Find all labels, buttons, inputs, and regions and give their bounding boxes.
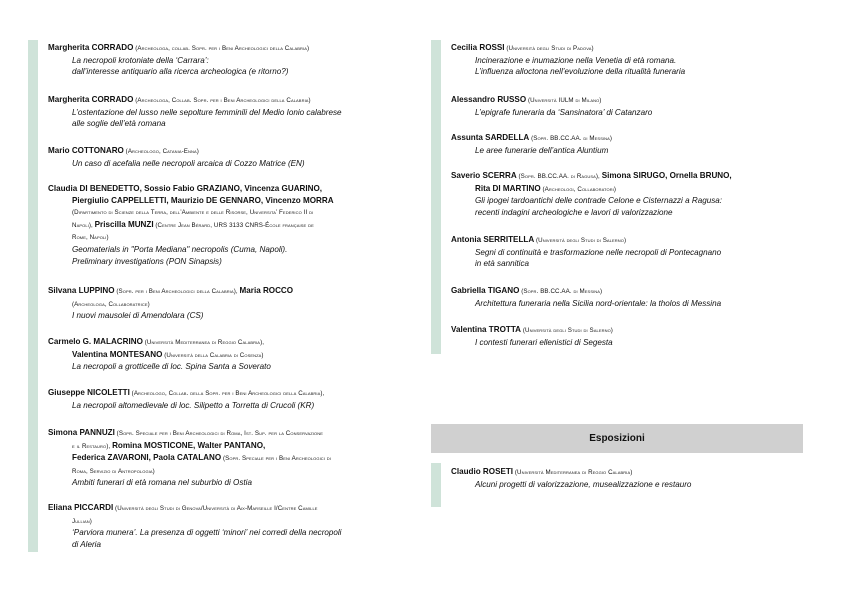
speaker-name: Valentina TROTTA <box>451 325 522 334</box>
talk-title: alle soglie dell’età romana <box>72 119 166 129</box>
entry-line <box>48 440 331 453</box>
program-entry <box>451 324 613 348</box>
entry-line <box>451 466 691 479</box>
talk-title: Un caso di acefalia nelle necropoli arcaica di Cozzo Matrice (EN) <box>72 158 305 168</box>
entry-line <box>451 145 612 157</box>
talk-title: ‘Parviora munera’. La presenza di oggetti ‘minori’ nei corredi della necropoli <box>72 528 342 538</box>
entry-line <box>48 400 324 412</box>
entry-line <box>451 42 685 55</box>
speaker-name: Maria ROCCO <box>239 286 294 295</box>
entry-line <box>48 55 309 67</box>
entry-line <box>48 298 293 311</box>
talk-title: di Aleria <box>72 539 101 549</box>
program-entry <box>48 427 331 489</box>
entry-line <box>48 349 271 362</box>
affiliation: (Sopr. Speciale per i Beni Archeologici di Roma, Ist. Sup. per la Conservazione <box>114 430 323 437</box>
entry-line <box>48 336 271 349</box>
affiliation: Jullian) <box>72 517 92 525</box>
speaker-name: Priscilla MUNZI <box>94 219 154 229</box>
speaker-name: Gabriella TIGANO <box>451 286 520 295</box>
left-accent-bar <box>28 40 38 552</box>
affiliation: (Archeologi, Collaboratori) <box>540 185 617 193</box>
speaker-name: Margherita CORRADO <box>48 95 134 104</box>
entry-line <box>451 195 732 207</box>
affiliation: (Università Mediterranea di Reggio Calabria) <box>513 469 633 476</box>
talk-title: recenti indagini archeologiche e lavori di valorizzazione <box>475 207 673 217</box>
entry-line <box>48 477 331 489</box>
talk-title: Incinerazione e inumazione nella Venetia di età romana. <box>475 55 677 65</box>
speaker-name: Rita DI MARTINO <box>475 183 541 193</box>
entry-line <box>48 527 341 539</box>
affiliation: e il Restauro), <box>72 442 113 450</box>
program-entry <box>48 145 305 169</box>
speaker-name: Assunta SARDELLA <box>451 133 530 142</box>
talk-title: L’ostentazione del lusso nelle sepolture femminili del Medio Ionio calabrese <box>72 107 342 117</box>
entry-line <box>451 479 691 491</box>
entry-line <box>451 337 613 349</box>
speaker-name: Romina MOSTICONE, Walter PANTANO, <box>112 440 266 450</box>
entry-line <box>48 285 293 298</box>
talk-title: I contesti funerari ellenistici di Segesta <box>475 337 613 347</box>
talk-title: Alcuni progetti di valorizzazione, musealizzazione e restauro <box>475 479 692 489</box>
entry-line <box>48 361 271 373</box>
program-entry <box>48 94 342 130</box>
affiliation: (Sopr. BB.CC.AA. di Messina) <box>519 288 603 295</box>
entry-line <box>48 515 341 528</box>
program-entry <box>48 336 271 373</box>
talk-title: L’epigrafe funeraria da ‘Sansinatora’ di Catanzaro <box>475 107 653 117</box>
speaker-name: Eliana PICCARDI <box>48 503 114 512</box>
entry-line <box>48 310 293 322</box>
affiliation: (Centre Jean Bérard, URS 3133 CNRS-École française de <box>153 221 314 229</box>
affiliation: Rome, Napoli) <box>72 234 109 242</box>
entry-line <box>48 465 331 478</box>
entry-line <box>451 285 721 298</box>
speaker-name: Silvana LUPPINO <box>48 286 115 295</box>
affiliation: (Università degli Studi di Salerno) <box>534 237 627 244</box>
speaker-name: Carmelo G. MALACRINO <box>48 337 143 346</box>
program-entry <box>451 94 652 118</box>
affiliation: (Sopr. BB.CC.AA. di Ragusa), <box>516 173 602 180</box>
entry-line <box>48 539 341 551</box>
entry-line <box>48 256 334 268</box>
affiliation: (Università degli Studi di Genova/Università di Aix-Marseille I/Centre Camille <box>113 505 318 512</box>
affiliation: (Università Mediterranea di Reggio Calabria), <box>142 339 265 346</box>
entry-line <box>48 183 334 195</box>
speaker-name: Saverio SCERRA <box>451 171 517 180</box>
entry-line <box>451 55 685 67</box>
talk-title: Ambiti funerari di età romana nel suburbio di Ostia <box>72 478 252 488</box>
affiliation: Roma, Servizio di Antropologia) <box>72 467 155 475</box>
entry-line <box>48 219 334 232</box>
affiliation: (Università degli Studi di Salerno) <box>521 327 613 334</box>
entry-line <box>48 158 305 170</box>
affiliation: Napoli), <box>72 221 95 229</box>
talk-title: Preliminary investigations (PON Sinapsis) <box>72 256 222 266</box>
program-entry <box>451 466 691 490</box>
speaker-name: Simona SIRUGO, Ornella BRUNO, <box>601 171 732 180</box>
talk-title: I nuovi mausolei di Amendolara (CS) <box>72 311 204 321</box>
entry-line <box>48 94 342 107</box>
affiliation: (Università della Calabria di Cosenza) <box>162 351 264 359</box>
entry-line <box>451 298 721 310</box>
speaker-name: Cecilia ROSSI <box>451 43 505 52</box>
entry-line <box>451 234 721 247</box>
speaker-name: Margherita CORRADO <box>48 43 134 52</box>
speaker-name: Piergiulio CAPPELLETTI, Maurizio DE GENNARO, Vincenzo MORRA <box>72 195 334 205</box>
speaker-name: Claudia DI BENEDETTO, Sossio Fabio GRAZIANO, Vincenza GUARINO, <box>48 184 323 193</box>
affiliation: (Archeologa, Collaboratrice) <box>72 300 150 308</box>
speaker-name: Mario COTTONARO <box>48 146 124 155</box>
section-header-esposizioni <box>431 424 803 453</box>
program-entry <box>451 132 612 156</box>
speaker-name: Alessandro RUSSO <box>451 95 527 104</box>
entry-line <box>48 145 305 158</box>
program-entry <box>451 234 721 270</box>
talk-title: Le aree funerarie dell’antica Aluntium <box>475 145 609 155</box>
talk-title: Architettura funeraria nella Sicilia nord-orientale: la tholos di Messina <box>475 298 722 308</box>
affiliation: (Archeologo, Collab. della Sopr. per i Beni Archeologici della Calabria), <box>129 390 325 397</box>
entry-line <box>451 324 613 337</box>
speaker-name: Claudio ROSETI <box>451 467 514 476</box>
exhibit-accent-bar <box>431 463 441 507</box>
program-entry <box>451 42 685 78</box>
talk-title: in età sannitica <box>475 259 529 269</box>
talk-title: Gli ipogei tardoantichi delle contrade Celone e Cisternazzi a Ragusa: <box>475 196 723 206</box>
entry-line <box>451 132 612 145</box>
program-entry <box>48 285 293 322</box>
entry-line <box>48 107 342 119</box>
affiliation: (Archeologa, collab. Sopr. per i Beni Archeologici della Calabria) <box>133 45 310 52</box>
affiliation: (Università degli Studi di Padova) <box>504 45 594 52</box>
affiliation: (Archeologa, Collab. Sopr. per i Beni Archeologici della Calabria) <box>133 97 311 104</box>
entry-line <box>451 207 732 219</box>
entry-line <box>48 42 309 55</box>
talk-title: La necropoli krotoniate della ‘Carrara’: <box>72 55 209 65</box>
entry-line <box>451 258 721 270</box>
affiliation: (Università IULM di Milano) <box>526 97 602 104</box>
talk-title: Geomaterials in "Porta Mediana" necropolis (Cuma, Napoli). <box>72 244 288 254</box>
program-entry <box>48 183 334 267</box>
entry-line <box>48 244 334 256</box>
entry-line <box>48 195 334 207</box>
program-entry <box>451 285 721 309</box>
right-accent-bar <box>431 40 441 354</box>
affiliation: (Sopr. BB.CC.AA. di Messina) <box>529 135 613 142</box>
talk-title: L’influenza alloctona nell’evoluzione della ritualità funeraria <box>475 67 686 77</box>
talk-title: Segni di continuità e trasformazione nelle necropoli di Pontecagnano <box>475 247 722 257</box>
affiliation: (Sopr. Speciale per i Beni Archeologici di <box>221 455 332 463</box>
entry-line <box>48 206 334 219</box>
entry-line <box>451 170 732 183</box>
entry-line <box>48 118 342 130</box>
talk-title: dall’interesse antiquario alla ricerca archeologica (e ritorno?) <box>72 67 289 77</box>
speaker-name: Antonia SERRITELLA <box>451 235 535 244</box>
affiliation: (Sopr. per i Beni Archeologici della Calabria), <box>114 288 240 295</box>
speaker-name: Valentina MONTESANO <box>72 349 163 359</box>
entry-line <box>451 66 685 78</box>
program-entry <box>48 42 309 78</box>
entry-line <box>48 427 331 440</box>
program-entry <box>48 387 324 411</box>
entry-line <box>451 183 732 196</box>
entry-line <box>48 452 331 465</box>
entry-line <box>48 231 334 244</box>
speaker-name: Federica ZAVARONI, Paola CATALANO <box>72 453 222 463</box>
program-entry <box>451 170 732 218</box>
speaker-name: Giuseppe NICOLETTI <box>48 388 130 397</box>
entry-line <box>451 94 652 107</box>
entry-line <box>451 247 721 259</box>
section-title: Esposizioni <box>589 433 645 444</box>
entry-line <box>48 387 324 400</box>
talk-title: La necropoli altomedievale di loc. Silipetto a Torretta di Crucoli (KR) <box>72 400 315 410</box>
affiliation: (Archeologo, Catania-Enna) <box>123 148 199 155</box>
talk-title: La necropoli a grotticelle di loc. Spina Santa a Soverato <box>72 362 271 372</box>
entry-line <box>48 502 341 515</box>
affiliation: (Dipartimento di Scienze della Terra, dell’Ambiente e delle Risorse, Universita’ Federico II di <box>72 209 314 217</box>
speaker-name: Simona PANNUZI <box>48 428 115 437</box>
entry-line <box>451 107 652 119</box>
entry-line <box>48 66 309 78</box>
program-entry <box>48 502 341 550</box>
